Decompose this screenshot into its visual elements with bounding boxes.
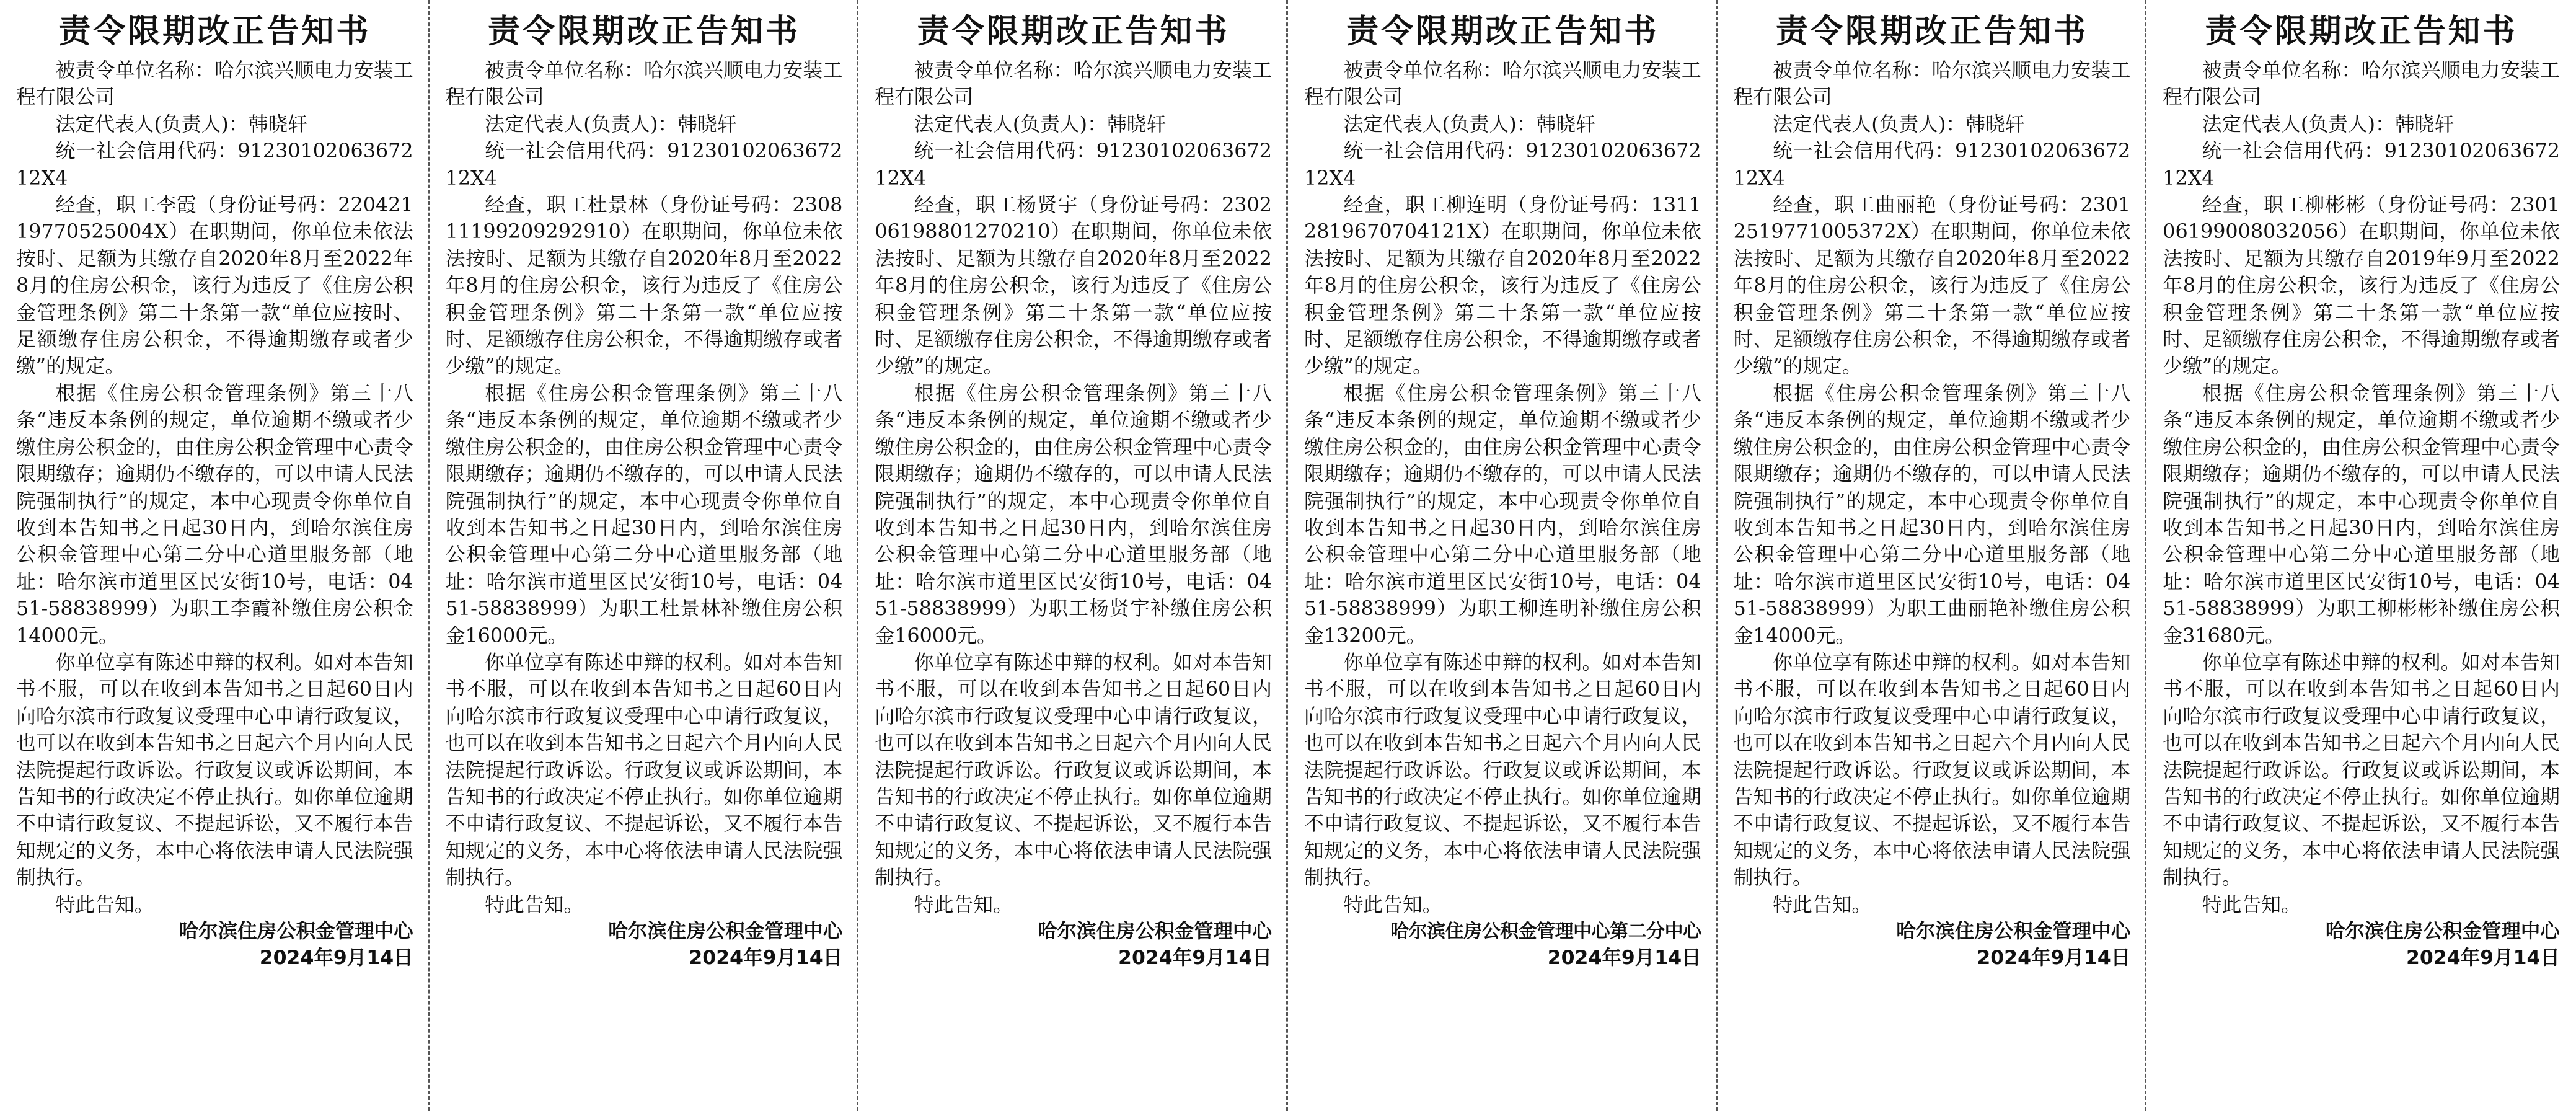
closing-line: 特此告知。	[55, 893, 154, 916]
closing-line: 特此告知。	[914, 893, 1013, 916]
issue-date: 2024年9月14日	[689, 947, 843, 969]
issue-date: 2024年9月14日	[1118, 947, 1272, 969]
rights-paragraph: 你单位享有陈述申辩的权利。如对本告知书不服，可以在收到本告知书之日起60日内向哈尔滨市行政复议受理中心申请行政复议，也可以在收到本告知书之日起六个月内向人民法院提起行政诉讼。行政复议或诉讼期间，本告知书的行政决定不停止执行。如你单位逾期不申请行政复议、不提起诉讼，又不履行本告知规定的义务，本中心将依法申请人民法院强制执行。	[1303, 650, 1701, 890]
finding-paragraph: 经查，职工柳连明（身份证号码：13112819670704121X）在职期间，你单位未依法按时、足额为其缴存自2020年8月至2022年8月的住房公积金，该行为违反了《住房公积金管理条例》第二十条第一款“单位应按时、足额缴存住房公积金，不得逾期缴存或者少缴”的规定。	[1303, 193, 1701, 378]
legal-rep-line: 法定代表人(负责人)：韩晓轩	[2202, 112, 2455, 136]
credit-code-line: 统一社会信用代码：9123010206367212X4	[445, 139, 843, 190]
order-paragraph: 根据《住房公积金管理条例》第三十八条“违反本条例的规定，单位逾期不缴或者少缴住房公积金的，由住房公积金管理中心责令限期缴存；逾期仍不缴存的，可以申请人民法院强制执行”的规定，本中心现责令你单位自收到本告知书之日起30日内，到哈尔滨住房公积金管理中心第二分中心道里服务部（地址：哈尔滨市道里区民安街10号，电话：0451-58838999）为职工柳连明补缴住房公积金13200元。	[1303, 381, 1701, 647]
issue-date: 2024年9月14日	[1547, 947, 1701, 969]
unit-name-line: 被责令单位名称：哈尔滨兴顺电力安装工程有限公司	[1303, 59, 1701, 109]
notice-column	[858, 0, 1288, 1111]
legal-rep-line: 法定代表人(负责人)：韩晓轩	[1343, 112, 1595, 136]
notice-column	[2146, 0, 2576, 1111]
rights-paragraph: 你单位享有陈述申辩的权利。如对本告知书不服，可以在收到本告知书之日起60日内向哈尔滨市行政复议受理中心申请行政复议，也可以在收到本告知书之日起六个月内向人民法院提起行政诉讼。行政复议或诉讼期间，本告知书的行政决定不停止执行。如你单位逾期不申请行政复议、不提起诉讼，又不履行本告知规定的义务，本中心将依法申请人民法院强制执行。	[1733, 650, 2131, 890]
notice-title: 责令限期改正告知书	[487, 13, 800, 50]
notice-title: 责令限期改正告知书	[58, 13, 371, 50]
issuer-name: 哈尔滨住房公积金管理中心	[1037, 920, 1272, 942]
unit-name-line: 被责令单位名称：哈尔滨兴顺电力安装工程有限公司	[2163, 59, 2560, 109]
order-paragraph: 根据《住房公积金管理条例》第三十八条“违反本条例的规定，单位逾期不缴或者少缴住房公积金的，由住房公积金管理中心责令限期缴存；逾期仍不缴存的，可以申请人民法院强制执行”的规定，本中心现责令你单位自收到本告知书之日起30日内，到哈尔滨住房公积金管理中心第二分中心道里服务部（地址：哈尔滨市道里区民安街10号，电话：0451-58838999）为职工柳彬彬补缴住房公积金31680元。	[2163, 381, 2560, 647]
closing-line: 特此告知。	[1343, 893, 1442, 916]
closing-line: 特此告知。	[2202, 893, 2301, 916]
finding-paragraph: 经查，职工杨贤宇（身份证号码：230206198801270210）在职期间，你单位未依法按时、足额为其缴存自2020年8月至2022年8月的住房公积金，该行为违反了《住房公积金管理条例》第二十条第一款“单位应按时、足额缴存住房公积金，不得逾期缴存或者少缴”的规定。	[875, 193, 1272, 378]
legal-rep-line: 法定代表人(负责人)：韩晓轩	[55, 112, 307, 136]
credit-code-line: 统一社会信用代码：9123010206367212X4	[1733, 139, 2131, 190]
closing-line: 特此告知。	[1773, 893, 1872, 916]
finding-paragraph: 经查，职工李霞（身份证号码：22042119770525004X）在职期间，你单位未依法按时、足额为其缴存自2020年8月至2022年8月的住房公积金，该行为违反了《住房公积金管理条例》第二十条第一款“单位应按时、足额缴存住房公积金，不得逾期缴存或者少缴”的规定。	[16, 193, 413, 378]
credit-code-line: 统一社会信用代码：9123010206367212X4	[875, 139, 1272, 190]
unit-name-line: 被责令单位名称：哈尔滨兴顺电力安装工程有限公司	[875, 59, 1272, 109]
legal-rep-line: 法定代表人(负责人)：韩晓轩	[485, 112, 737, 136]
issue-date: 2024年9月14日	[1977, 947, 2131, 969]
finding-paragraph: 经查，职工杜景林（身份证号码：230811199209292910）在职期间，你单位未依法按时、足额为其缴存自2020年8月至2022年8月的住房公积金，该行为违反了《住房公积金管理条例》第二十条第一款“单位应按时、足额缴存住房公积金，不得逾期缴存或者少缴”的规定。	[445, 193, 843, 378]
order-paragraph: 根据《住房公积金管理条例》第三十八条“违反本条例的规定，单位逾期不缴或者少缴住房公积金的，由住房公积金管理中心责令限期缴存；逾期仍不缴存的，可以申请人民法院强制执行”的规定，本中心现责令你单位自收到本告知书之日起30日内，到哈尔滨住房公积金管理中心第二分中心道里服务部（地址：哈尔滨市道里区民安街10号，电话：0451-58838999）为职工曲丽艳补缴住房公积金14000元。	[1733, 381, 2131, 647]
notice-body	[1734, 57, 2131, 918]
legal-rep-line: 法定代表人(负责人)：韩晓轩	[1773, 112, 2025, 136]
rights-paragraph: 你单位享有陈述申辩的权利。如对本告知书不服，可以在收到本告知书之日起60日内向哈尔滨市行政复议受理中心申请行政复议，也可以在收到本告知书之日起六个月内向人民法院提起行政诉讼。行政复议或诉讼期间，本告知书的行政决定不停止执行。如你单位逾期不申请行政复议、不提起诉讼，又不履行本告知规定的义务，本中心将依法申请人民法院强制执行。	[2163, 650, 2560, 890]
issue-date: 2024年9月14日	[259, 947, 413, 969]
notice-body	[446, 57, 843, 918]
unit-name-line: 被责令单位名称：哈尔滨兴顺电力安装工程有限公司	[16, 59, 413, 109]
notice-column	[0, 0, 430, 1111]
closing-line: 特此告知。	[485, 893, 584, 916]
unit-name-line: 被责令单位名称：哈尔滨兴顺电力安装工程有限公司	[445, 59, 843, 109]
issuer-name: 哈尔滨住房公积金管理中心	[179, 920, 413, 942]
rights-paragraph: 你单位享有陈述申辩的权利。如对本告知书不服，可以在收到本告知书之日起60日内向哈尔滨市行政复议受理中心申请行政复议，也可以在收到本告知书之日起六个月内向人民法院提起行政诉讼。行政复议或诉讼期间，本告知书的行政决定不停止执行。如你单位逾期不申请行政复议、不提起诉讼，又不履行本告知规定的义务，本中心将依法申请人民法院强制执行。	[16, 650, 413, 890]
issuer-name: 哈尔滨住房公积金管理中心	[608, 920, 843, 942]
order-paragraph: 根据《住房公积金管理条例》第三十八条“违反本条例的规定，单位逾期不缴或者少缴住房公积金的，由住房公积金管理中心责令限期缴存；逾期仍不缴存的，可以申请人民法院强制执行”的规定，本中心现责令你单位自收到本告知书之日起30日内，到哈尔滨住房公积金管理中心第二分中心道里服务部（地址：哈尔滨市道里区民安街10号，电话：0451-58838999）为职工杜景林补缴住房公积金16000元。	[445, 381, 843, 647]
order-paragraph: 根据《住房公积金管理条例》第三十八条“违反本条例的规定，单位逾期不缴或者少缴住房公积金的，由住房公积金管理中心责令限期缴存；逾期仍不缴存的，可以申请人民法院强制执行”的规定，本中心现责令你单位自收到本告知书之日起30日内，到哈尔滨住房公积金管理中心第二分中心道里服务部（地址：哈尔滨市道里区民安街10号，电话：0451-58838999）为职工杨贤宇补缴住房公积金16000元。	[875, 381, 1272, 647]
notice-body	[1304, 57, 1701, 918]
notice-column	[1718, 0, 2147, 1111]
issuer-name: 哈尔滨住房公积金管理中心第二分中心	[1390, 921, 1701, 942]
credit-code-line: 统一社会信用代码：9123010206367212X4	[16, 139, 413, 190]
issue-date: 2024年9月14日	[2406, 947, 2560, 969]
notice-title: 责令限期改正告知书	[917, 13, 1230, 50]
finding-paragraph: 经查，职工曲丽艳（身份证号码：23012519771005372X）在职期间，你单位未依法按时、足额为其缴存自2020年8月至2022年8月的住房公积金，该行为违反了《住房公积金管理条例》第二十条第一款“单位应按时、足额缴存住房公积金，不得逾期缴存或者少缴”的规定。	[1733, 193, 2131, 378]
notice-body	[16, 57, 413, 918]
credit-code-line: 统一社会信用代码：9123010206367212X4	[1303, 139, 1701, 190]
notice-column	[1288, 0, 1718, 1111]
notice-column	[430, 0, 859, 1111]
notice-title: 责令限期改正告知书	[2205, 13, 2518, 50]
finding-paragraph: 经查，职工柳彬彬（身份证号码：230106199008032056）在职期间，你单位未依法按时、足额为其缴存自2019年9月至2022年8月的住房公积金，该行为违反了《住房公积金管理条例》第二十条第一款“单位应按时、足额缴存住房公积金，不得逾期缴存或者少缴”的规定。	[2163, 193, 2560, 378]
credit-code-line: 统一社会信用代码：9123010206367212X4	[2163, 139, 2560, 190]
issuer-name: 哈尔滨住房公积金管理中心	[2325, 920, 2560, 942]
notice-title: 责令限期改正告知书	[1775, 13, 2088, 50]
rights-paragraph: 你单位享有陈述申辩的权利。如对本告知书不服，可以在收到本告知书之日起60日内向哈尔滨市行政复议受理中心申请行政复议，也可以在收到本告知书之日起六个月内向人民法院提起行政诉讼。行政复议或诉讼期间，本告知书的行政决定不停止执行。如你单位逾期不申请行政复议、不提起诉讼，又不履行本告知规定的义务，本中心将依法申请人民法院强制执行。	[445, 650, 843, 890]
issuer-name: 哈尔滨住房公积金管理中心	[1896, 920, 2131, 942]
notice-title: 责令限期改正告知书	[1346, 13, 1659, 50]
unit-name-line: 被责令单位名称：哈尔滨兴顺电力安装工程有限公司	[1733, 59, 2131, 109]
rights-paragraph: 你单位享有陈述申辩的权利。如对本告知书不服，可以在收到本告知书之日起60日内向哈尔滨市行政复议受理中心申请行政复议，也可以在收到本告知书之日起六个月内向人民法院提起行政诉讼。行政复议或诉讼期间，本告知书的行政决定不停止执行。如你单位逾期不申请行政复议、不提起诉讼，又不履行本告知规定的义务，本中心将依法申请人民法院强制执行。	[875, 650, 1272, 890]
order-paragraph: 根据《住房公积金管理条例》第三十八条“违反本条例的规定，单位逾期不缴或者少缴住房公积金的，由住房公积金管理中心责令限期缴存；逾期仍不缴存的，可以申请人民法院强制执行”的规定，本中心现责令你单位自收到本告知书之日起30日内，到哈尔滨住房公积金管理中心第二分中心道里服务部（地址：哈尔滨市道里区民安街10号，电话：0451-58838999）为职工李霞补缴住房公积金14000元。	[16, 381, 413, 647]
legal-rep-line: 法定代表人(负责人)：韩晓轩	[914, 112, 1167, 136]
notice-body	[2163, 57, 2560, 918]
notice-body	[875, 57, 1272, 918]
